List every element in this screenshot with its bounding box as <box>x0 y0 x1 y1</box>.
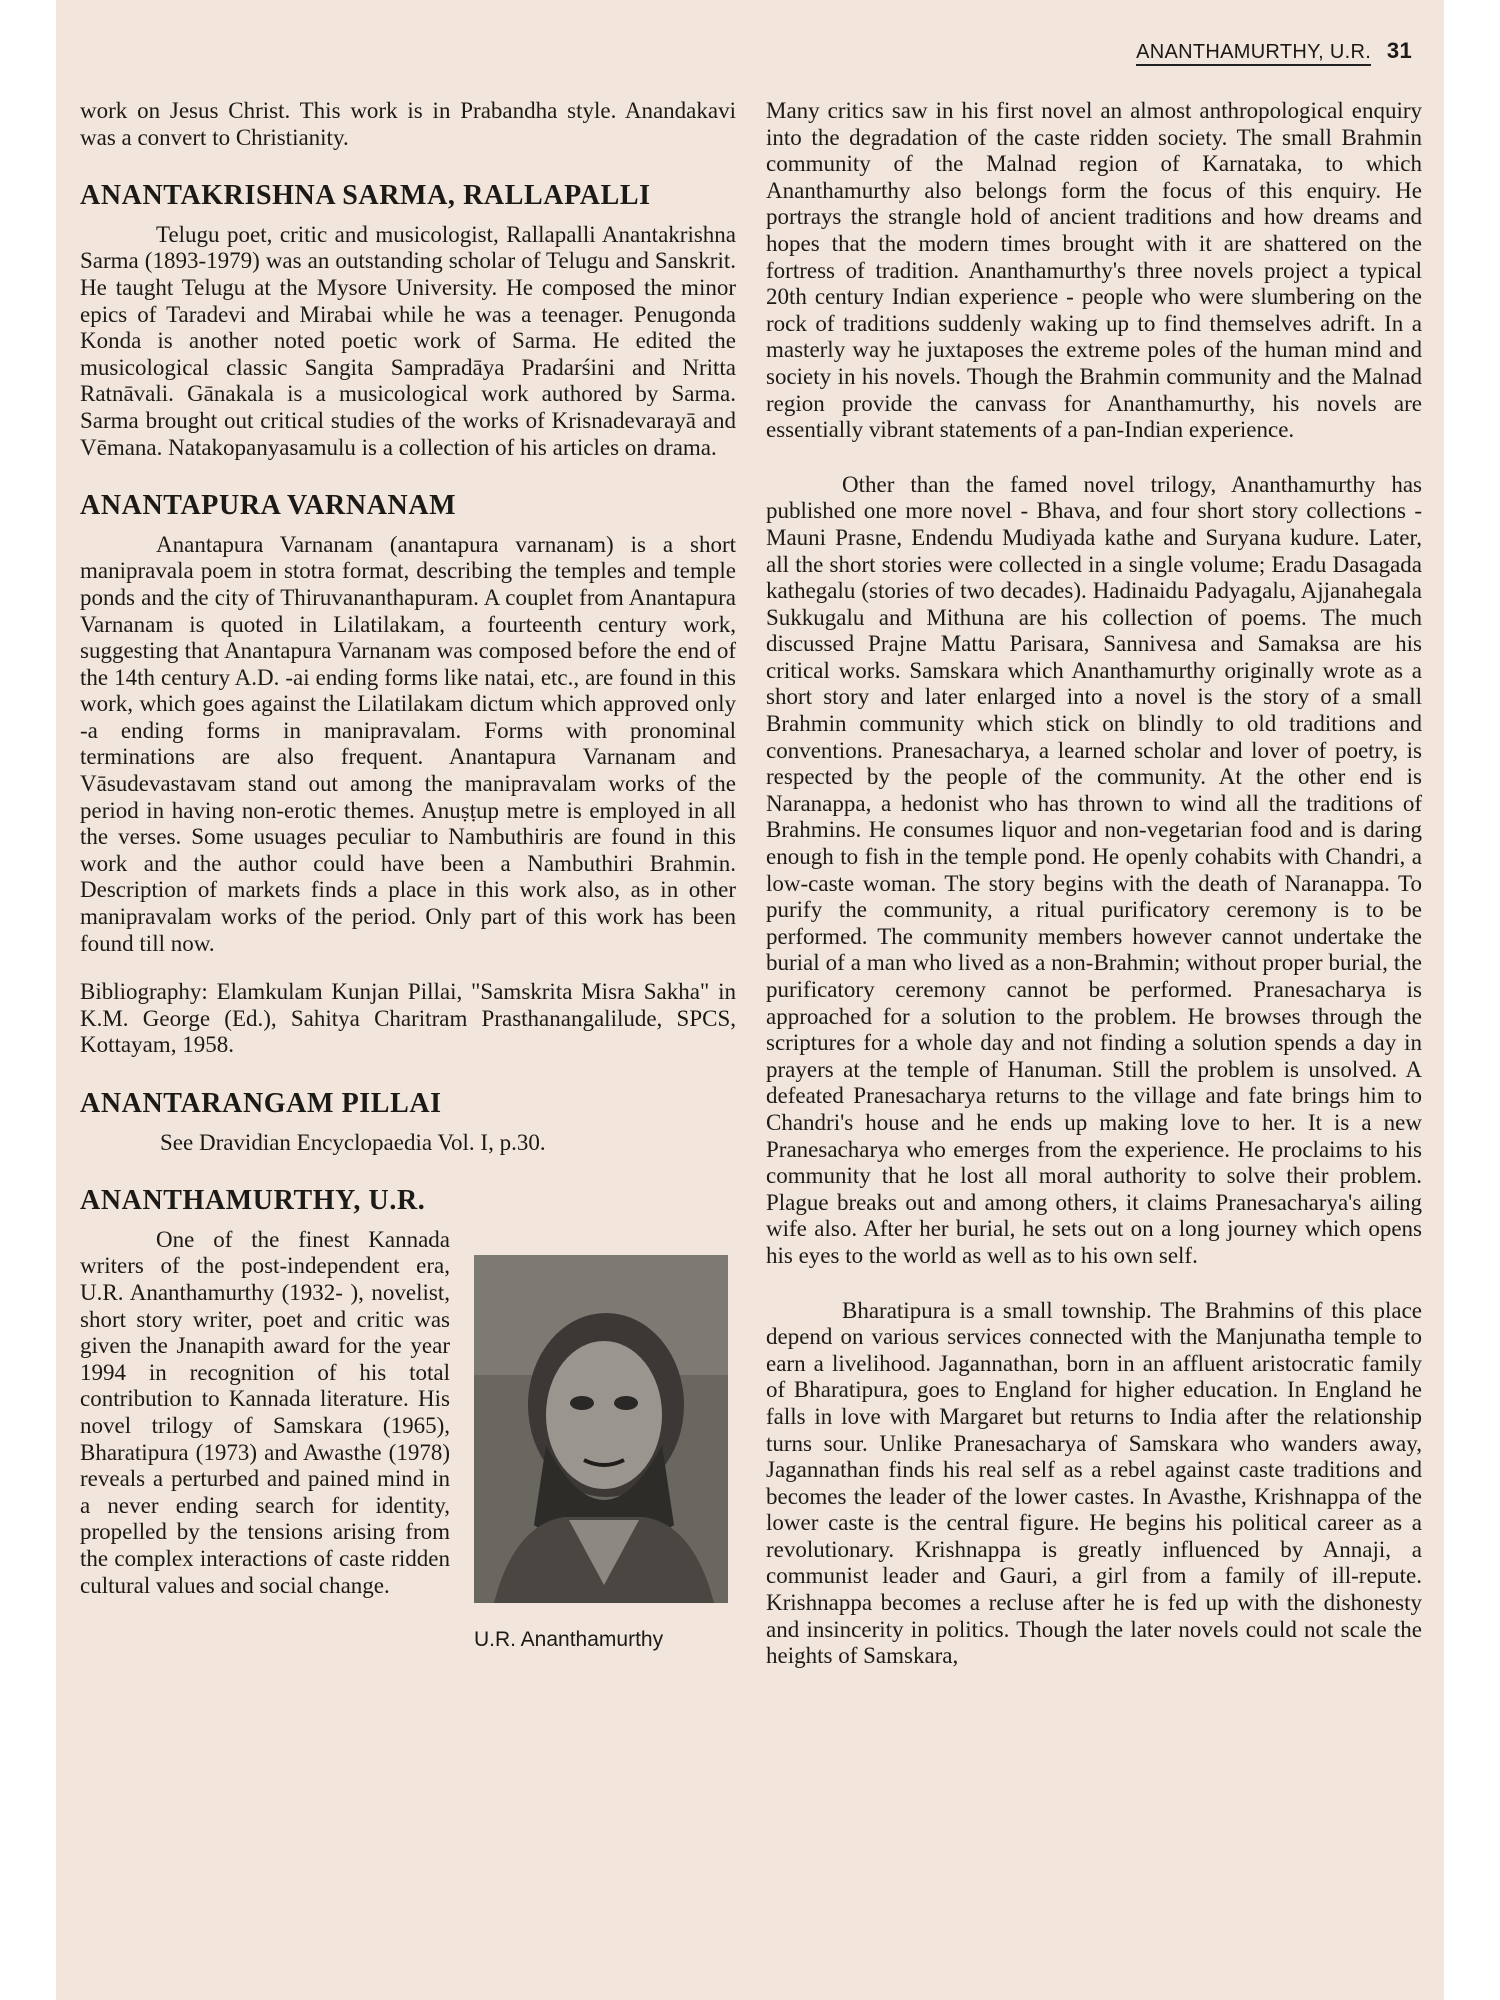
heading-ananthamurthy: ANANTHAMURTHY, U.R. <box>80 1185 426 1217</box>
ananthamurthy-intro: One of the finest Kannada writers of the post-independent era, U.R. Ananthamurthy (1932- ), novelist, short story writer, poet and critic was given the Jnanapith award for the year 1994 in recognition of his total contribution to Kannada literature. His novel trilogy of Samskara (1965), Bharatipura (1973) and Awasthe (1978) reveals a perturbed and pained mind in a never ending search for identity, propelled by the tensions arising from the complex interactions of caste ridden cultural values and social change. <box>80 1226 450 1598</box>
varnanam-bibliography: Bibliography: Elamkulam Kunjan Pillai, "Samskrita Misra Sakha" in K.M. George (Ed.), Sahitya Charitram Prasthanangalilude, SPCS, Kottayam, 1958. <box>80 979 736 1058</box>
right-para-2: Other than the famed novel trilogy, Ananthamurthy has published one more novel - Bhava, and four short story collections - Mauni Prasne, Endendu Mudiyada kathe and Suryana kudure. Later, all the short stories were collected in a single volume; Eradu Dasagada kathegalu (stories of two decades). Hadinaidu Padyagalu, Ajjanahegala Sukkugalu and Mithuna are his collection of poems. The much discussed Prajne Mattu Parisara, Sannivesa and Samaksa are his critical works. Samskara which Ananthamurthy originally wrote as a short story and later enlarged into a novel is the story of a small Brahmin community which stick on blindly to old traditions and conventions. Pranesacharya, a learned scholar and lover of poetry, is respected by the people of the community. At the other end is Naranappa, a hedonist who has thrown to wind all the traditions of Brahmins. He consumes liquor and non-vegetarian food and is daring enough to fish in the temple pond. He openly cohabits with Chandri, a low-caste woman. The story begins with the death of Naranappa. To purify the community, a ritual purificatory ceremony is to be performed. The community members however cannot undertake the burial of a man who lived as a non-Brahmin; without proper burial, the purificatory ceremony cannot be performed. Pranesacharya is approached for a solution to the problem. He browses through the scriptures for a whole day and not finding a solution spends a day in prayers at the temple of Hanuman. Still the problem is unsolved. A defeated Pranesacharya returns to the village and fate brings him to Chandri's house and he ends up making love to her. It is a new Pranesacharya who emerges from the experience. He proclaims to his community that he lost all moral authority to solve their problem. Plague breaks out and among others, it claims Pranesacharya's ailing wife also. After her burial, he sets out on a long journey which opens his eyes to the world as well as to his own self. <box>766 471 1422 1268</box>
varnanam-body: Anantapura Varnanam (anantapura varnanam) is a short manipravala poem in stotra format, describing the temples and temple ponds and the city of Thiruvananthapuram. A couplet from Anantapura Varnanam is quoted in Lilatilakam, a fourteenth century work, suggesting that Anantapura Varnanam was composed before the end of the 14th century A.D. -ai ending forms like natai, etc., are found in this work, which goes against the Lilatilakam dictum which approved only -a ending forms in manipravalam. Forms with pronominal terminations are also frequent. Anantapura Varnanam and Vāsudevastavam stand out among the manipravalam works of the period in having non-erotic themes. Anuṣṭup metre is employed in all the verses. Some usuages peculiar to Nambuthiris are found in this work and the author could have been a Nambuthiri Brahmin. Description of markets finds a place in this work also, as in other manipravalam works of the period. Only part of this work has been found till now. <box>80 531 736 956</box>
author-figure <box>474 1255 736 1654</box>
heading-varnanam: ANANTAPURA VARNANAM <box>80 490 457 522</box>
page-header <box>1136 38 1412 64</box>
sarma-body: Telugu poet, critic and musicologist, Rallapalli Anantakrishna Sarma (1893-1979) was an outstanding scholar of Telugu and Sanskrit. He taught Telugu at the Mysore University. He composed the minor epics of Taradevi and Mirabai while he was a teenager. Penugonda Konda is another noted poetic work of Sarma. He edited the musicological classic Sangita Sampradāya Pradarśini and Nritta Ratnāvali. Gānakala is a musicological work authored by Sarma. Sarma brought out critical studies of the works of Krisnadevarayā and Vēmana. Natakopanyasamulu is a collection of his articles on drama. <box>80 221 736 460</box>
left-column <box>80 98 736 1659</box>
page-number: 31 <box>1386 38 1412 63</box>
author-photo <box>474 1255 728 1603</box>
book-page <box>56 0 1444 2000</box>
heading-sarma: ANANTAKRISHNA SARMA, RALLAPALLI <box>80 180 651 212</box>
right-para-1: Many critics saw in his first novel an almost anthropological enquiry into the degradation of the caste ridden society. The small Brahmin community of the Malnad region of Karnataka, to which Ananthamurthy also belongs form the focus of this enquiry. He portrays the strangle hold of ancient traditions and how dreams and hopes that the modern times brought with it are shattered on the fortress of tradition. Ananthamurthy's three novels project a typical 20th century Indian experience - people who were slumbering on the rock of traditions suddenly waking up to find themselves adrift. In a masterly way he juxtaposes the extreme poles of the human mind and society in his novels. Though the Brahmin community and the Malnad region provide the canvass for Ananthamurthy, his novels are essentially vibrant statements of a pan-Indian experience. <box>766 98 1422 443</box>
heading-pillai: ANANTARANGAM PILLAI <box>80 1088 442 1119</box>
right-para-3: Bharatipura is a small township. The Brahmins of this place depend on various services connected with the Manjunatha temple to earn a livelihood. Jagannathan, born in an affluent aristocratic family of Bharatipura, goes to England for higher education. In England he falls in love with Margaret but returns to India after the relationship turns sour. Unlike Pranesacharya of Samskara who wanders away, Jagannathan finds his real self as a rebel against caste traditions and becomes the leader of the lower castes. In Avasthe, Krishnappa of the lower caste is the central figure. He begins his political career as a revolutionary. Krishnappa is greatly influenced by Annaji, a communist leader and Gauri, a girl from a family of ill-repute. Krishnappa becomes a recluse after he is fed up with the dishonesty and insincerity in politics. Though the later novels could not scale the heights of Samskara, <box>766 1297 1422 1669</box>
intro-text: work on Jesus Christ. This work is in Prabandha style. Anandakavi was a convert to Christianity. <box>80 98 736 150</box>
pillai-see-reference: See Dravidian Encyclopaedia Vol. I, p.30. <box>160 1129 546 1155</box>
running-head: ANANTHAMURTHY, U.R. <box>1136 41 1371 66</box>
photo-caption: U.R. Ananthamurthy <box>474 1627 664 1651</box>
right-column <box>766 98 1422 1670</box>
portrait-illustration <box>474 1255 728 1603</box>
